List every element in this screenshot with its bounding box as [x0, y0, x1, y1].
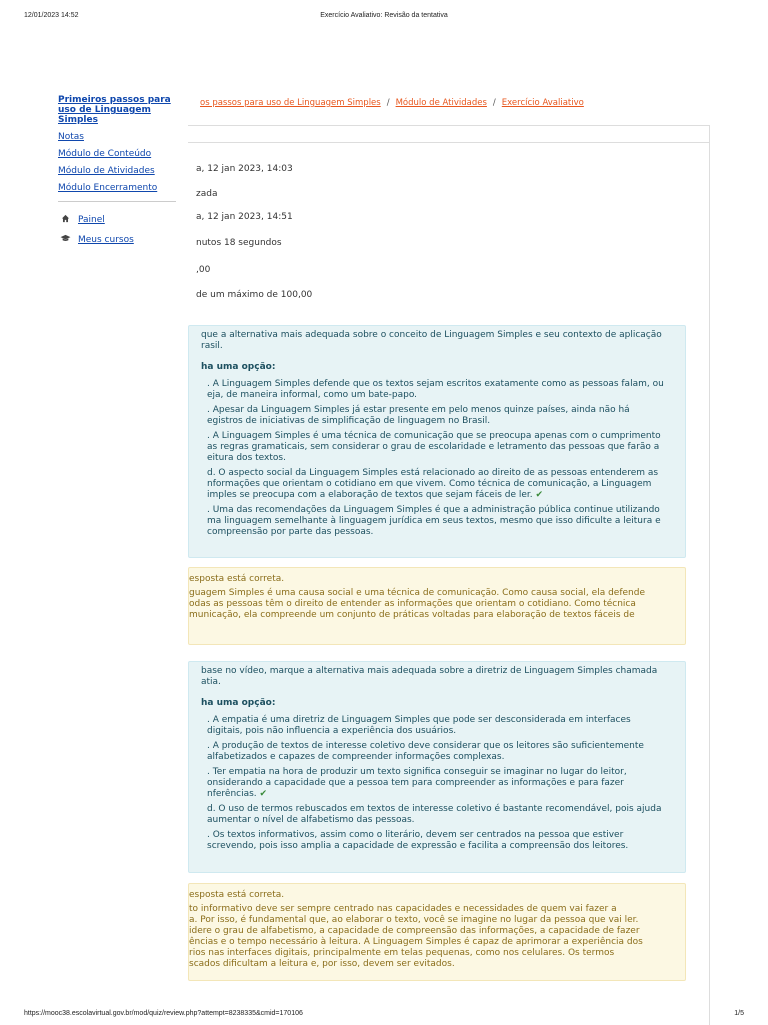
option-text: d. O uso de termos rebuscados em textos de interesse coletivo é bastante recomendável, pois ajuda aumentar o nível de alfabetismo das pessoas.	[207, 804, 662, 825]
summary-started: a, 12 jan 2023, 14:03	[196, 164, 293, 174]
sidebar-item-atividades[interactable]	[58, 166, 176, 176]
summary-grade: de um máximo de 100,00	[196, 290, 313, 300]
option-text: . A Linguagem Simples defende que os textos sejam escritos exatamente como as pessoas falam, ou eja, de maneira informal, como um bate-papo.	[207, 379, 664, 400]
feedback-text: guagem Simples é uma causa social e uma técnica de comunicação. Como causa social, ela defende odas as pessoas têm o direito de entender as informações que orientam o cotidiano. Como técnica municação, ela compreende um conjunto de práticas voltadas para elaboração de textos fáceis de	[189, 588, 645, 620]
question-1-stem: que a alternativa mais adequada sobre o conceito de Linguagem Simples e seu contexto de aplicação rasil.	[201, 330, 662, 351]
breadcrumb-module[interactable]: Módulo de Atividades	[395, 98, 487, 108]
print-url: https://mooc38.escolavirtual.gov.br/mod/quiz/review.php?attempt=8238335&cmid=170106	[24, 1010, 303, 1017]
feedback-text: to informativo deve ser sempre centrado nas capacidades e necessidades de quem vai fazer a a. Por isso, é fundamental que, ao elaborar o texto, você se imagine no lugar da pessoa que vai ler. idere o grau de alfabetismo, a capacidade de compreensão das informações, a capacidade de fazer ências e o tempo necessário à leitura. A Linguagem Simples é capaz de aprimorar a experiência dos rios nas interfaces digitais, principalmente em telas pequenas, como nos celulares. Os termos scados dificultam a leitura e, por isso, devem ser evitados.	[189, 904, 643, 969]
question-1-instruction: ha uma opção:	[201, 362, 276, 372]
option-text: d. O aspecto social da Linguagem Simples está relacionado ao direito de as pessoas entenderem as nformações que orientam o cotidiano em que vivem. Como técnica de comunicação, a Linguagem imples se preocupa com a elaboração de textos que sejam fáceis de ler.	[207, 468, 659, 500]
question-2-option-b[interactable]	[207, 741, 679, 763]
question-1-option-b[interactable]	[207, 405, 679, 427]
nav-item-meus-cursos[interactable]	[58, 234, 176, 246]
question-1-option-d[interactable]	[207, 468, 679, 501]
graduation-cap-icon	[58, 234, 72, 246]
option-text: . Apesar da Linguagem Simples já estar presente em pelo menos quinze países, ainda não há egistros de iniciativas de simplificação de linguagem no Brasil.	[207, 405, 630, 426]
sidebar-item-label[interactable]: Módulo de Conteúdo	[58, 149, 152, 159]
question-1-option-a[interactable]	[207, 379, 679, 401]
main-content	[189, 0, 768, 1024]
nav-item-painel[interactable]	[58, 214, 176, 226]
question-2-box	[188, 661, 686, 873]
question-2-instruction: ha uma opção:	[201, 698, 276, 708]
painel-link[interactable]: Painel	[78, 215, 105, 225]
breadcrumb-course[interactable]: os passos para uso de Linguagem Simples	[200, 98, 381, 108]
summary-state: zada	[196, 189, 218, 199]
question-2-option-e[interactable]	[207, 830, 679, 852]
summary-completed: a, 12 jan 2023, 14:51	[196, 212, 293, 222]
breadcrumb: os passos para uso de Linguagem Simples / Módulo de Atividades / Exercício Avaliativo	[200, 98, 584, 108]
question-1-box	[188, 325, 686, 558]
print-date: 12/01/2023 14:52	[24, 12, 79, 19]
option-text: . A produção de textos de interesse coletivo deve considerar que os leitores são suficientemente alfabetizados e capazes de compreender informações complexas.	[207, 741, 644, 762]
summary-divider	[188, 142, 710, 143]
summary-time: nutos 18 segundos	[196, 238, 282, 248]
question-2-option-a[interactable]	[207, 715, 679, 737]
course-title-link[interactable]: Primeiros passos para uso de Linguagem Simples	[58, 95, 171, 125]
sidebar-item-conteudo[interactable]	[58, 149, 176, 159]
option-text: . Uma das recomendações da Linguagem Simples é que a administração pública continue utilizando ma linguagem semelhante à linguagem jurídica em seus textos, mesmo que isso dificulte a leitura e compreensão por parte das pessoas.	[207, 505, 661, 537]
print-title: Exercício Avaliativo: Revisão da tentativa	[320, 12, 448, 19]
feedback-label: esposta está correta.	[189, 574, 285, 584]
sidebar-item-encerramento[interactable]	[58, 183, 176, 193]
course-sidebar	[58, 95, 176, 254]
home-icon	[58, 214, 72, 226]
meus-cursos-link[interactable]: Meus cursos	[78, 235, 134, 245]
correct-check-icon: ✔	[259, 789, 268, 799]
summary-marks: ,00	[196, 265, 211, 275]
option-text: . A Linguagem Simples é uma técnica de comunicação que se preocupa apenas com o cumprimento as regras gramaticais, sem considerar o grau de escolaridade e letramento das pessoas que farão a eitura dos textos.	[207, 431, 661, 463]
question-2-option-c[interactable]	[207, 767, 679, 800]
question-2-stem: base no vídeo, marque a alternativa mais adequada sobre a diretriz de Linguagem Simples chamada atia.	[201, 666, 658, 687]
question-2-option-d[interactable]	[207, 804, 679, 826]
sidebar-item-label[interactable]: Módulo de Atividades	[58, 166, 155, 176]
sidebar-divider	[58, 201, 176, 202]
sidebar-item-label[interactable]: Notas	[58, 132, 84, 142]
sidebar-course-title[interactable]	[58, 95, 176, 125]
question-1-feedback	[188, 567, 686, 645]
correct-check-icon: ✔	[535, 490, 544, 500]
option-text: . A empatia é uma diretriz de Linguagem Simples que pode ser desconsiderada em interfaces digitais, pois não influencia a experiência dos usuários.	[207, 715, 631, 736]
question-2-feedback	[188, 883, 686, 981]
question-1-option-e[interactable]	[207, 505, 679, 538]
sidebar-item-notas[interactable]	[58, 132, 176, 142]
breadcrumb-exercise[interactable]: Exercício Avaliativo	[501, 98, 584, 108]
option-text: . Os textos informativos, assim como o literário, devem ser centrados na pessoa que estiver screvendo, pois isso amplia a capacidade de expressão e facilita a compreensão dos leitores.	[207, 830, 629, 851]
print-page-number: 1/5	[734, 1010, 744, 1017]
sidebar-item-label[interactable]: Módulo Encerramento	[58, 183, 158, 193]
question-1-option-c[interactable]	[207, 431, 679, 464]
feedback-label: esposta está correta.	[189, 890, 285, 900]
option-text: . Ter empatia na hora de produzir um texto significa conseguir se imaginar no lugar do leitor, onsiderando a capacidade que a pessoa tem para compreender as informações e para fazer nferências.	[207, 767, 627, 799]
